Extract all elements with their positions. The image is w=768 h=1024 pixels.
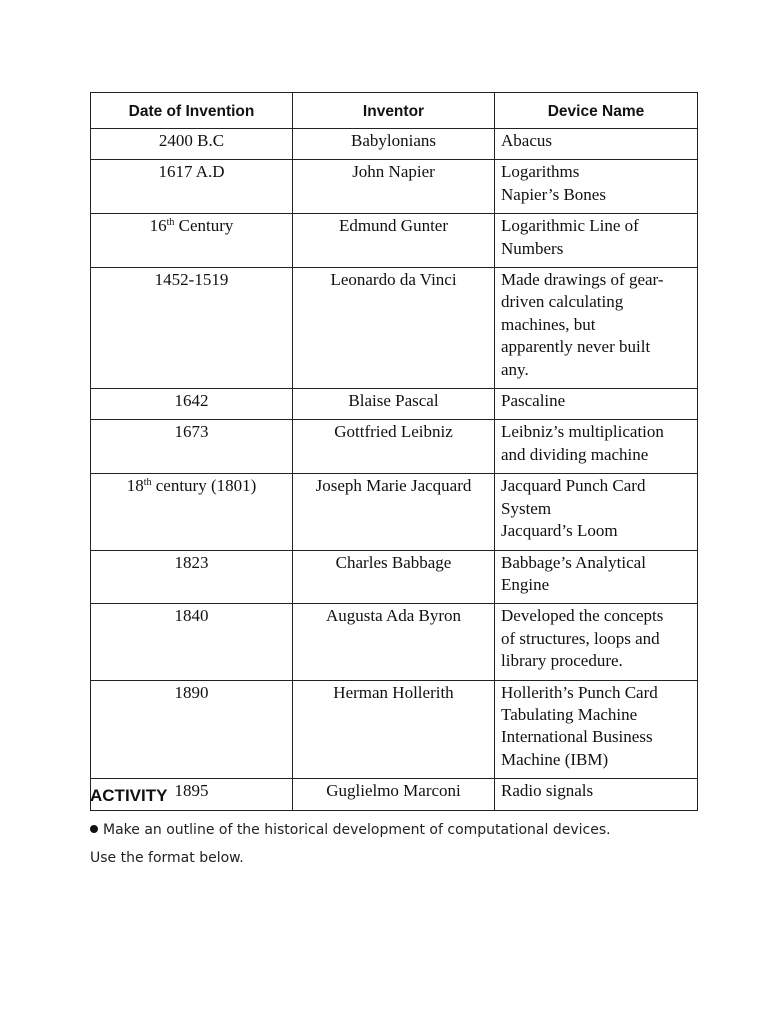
date-cell: 1823	[91, 550, 293, 604]
date-cell	[91, 214, 293, 268]
device-line: library procedure.	[501, 651, 623, 671]
format-note: Use the format below.	[90, 850, 244, 866]
instruction-text: Make an outline of the historical development of computational devices.	[103, 822, 611, 838]
inventor-cell: Joseph Marie Jacquard	[293, 474, 495, 550]
table-row	[91, 420, 698, 474]
device-line: Tabulating Machine	[501, 704, 638, 724]
device-line: Napier’s Bones	[501, 184, 606, 204]
table-row	[91, 214, 698, 268]
inventor-cell: Gottfried Leibniz	[293, 420, 495, 474]
device-cell	[495, 474, 698, 550]
device-line: apparently never built	[501, 337, 651, 357]
table-row	[91, 680, 698, 779]
device-cell	[495, 160, 698, 214]
date-cell: 1452-1519	[91, 268, 293, 389]
inventor-cell: Augusta Ada Byron	[293, 604, 495, 680]
device-cell	[495, 268, 698, 389]
device-cell	[495, 604, 698, 680]
device-line: Developed the concepts	[501, 606, 664, 626]
device-line: Pascaline	[501, 391, 566, 411]
date-rest: century (1801)	[151, 476, 257, 496]
device-line: and dividing machine	[501, 444, 649, 464]
inventor-cell: Edmund Gunter	[293, 214, 495, 268]
table-header-row	[91, 93, 698, 129]
inventor-cell: John Napier	[293, 160, 495, 214]
device-line: of structures, loops and	[501, 628, 660, 648]
table-row	[91, 268, 698, 389]
device-line: Jacquard Punch Card	[501, 476, 646, 496]
device-line: Logarithmic Line of	[501, 216, 639, 236]
date-suffix: th	[143, 477, 152, 489]
inventor-cell: Herman Hollerith	[293, 680, 495, 779]
device-line: Abacus	[501, 131, 552, 150]
table-row	[91, 160, 698, 214]
inventor-cell: Charles Babbage	[293, 550, 495, 604]
inventor-cell: Guglielmo Marconi	[293, 779, 495, 810]
device-cell	[495, 129, 698, 160]
device-cell	[495, 550, 698, 604]
device-line: Made drawings of gear-	[501, 270, 664, 290]
header-date: Date of Invention	[91, 93, 293, 129]
device-line: Logarithms	[501, 162, 580, 182]
table-row	[91, 474, 698, 550]
device-line: Babbage’s Analytical	[501, 552, 646, 572]
device-line: any.	[501, 359, 529, 379]
device-cell	[495, 214, 698, 268]
device-line: Engine	[501, 574, 550, 594]
inventor-cell: Leonardo da Vinci	[293, 268, 495, 389]
inventor-cell: Blaise Pascal	[293, 389, 495, 420]
device-line: Hollerith’s Punch Card	[501, 682, 658, 702]
bullet-icon	[90, 825, 98, 833]
date-cell: 1895	[91, 779, 293, 810]
table-row	[91, 389, 698, 420]
date-number: 16	[149, 216, 167, 236]
device-cell	[495, 779, 698, 810]
device-cell	[495, 389, 698, 420]
device-line: Machine (IBM)	[501, 749, 609, 769]
inventor-cell: Babylonians	[293, 129, 495, 160]
date-cell: 1840	[91, 604, 293, 680]
device-line: Numbers	[501, 238, 564, 258]
device-line: System	[501, 498, 552, 518]
date-cell: 1673	[91, 420, 293, 474]
device-line: Radio signals	[501, 781, 594, 801]
device-line: machines, but	[501, 314, 596, 334]
date-cell: 2400 B.C	[91, 129, 293, 160]
device-cell	[495, 680, 698, 779]
inventions-table	[90, 92, 698, 811]
date-number: 18	[126, 476, 144, 496]
date-cell: 1642	[91, 389, 293, 420]
device-line: International Business	[501, 727, 653, 747]
device-line: Leibniz’s multiplication	[501, 422, 664, 442]
date-cell: 1617 A.D	[91, 160, 293, 214]
date-suffix: th	[166, 217, 175, 229]
date-cell: 1890	[91, 680, 293, 779]
table-row	[91, 604, 698, 680]
device-cell	[495, 420, 698, 474]
header-inventor: Inventor	[293, 93, 495, 129]
date-rest: Century	[174, 216, 234, 236]
table-row	[91, 129, 698, 160]
date-cell	[91, 474, 293, 550]
header-device: Device Name	[495, 93, 698, 129]
device-line: driven calculating	[501, 292, 624, 312]
table-row	[91, 779, 698, 810]
device-line: Jacquard’s Loom	[501, 521, 618, 541]
activity-heading: ACTIVITY	[90, 786, 168, 805]
activity-instruction	[90, 822, 611, 838]
table-row	[91, 550, 698, 604]
